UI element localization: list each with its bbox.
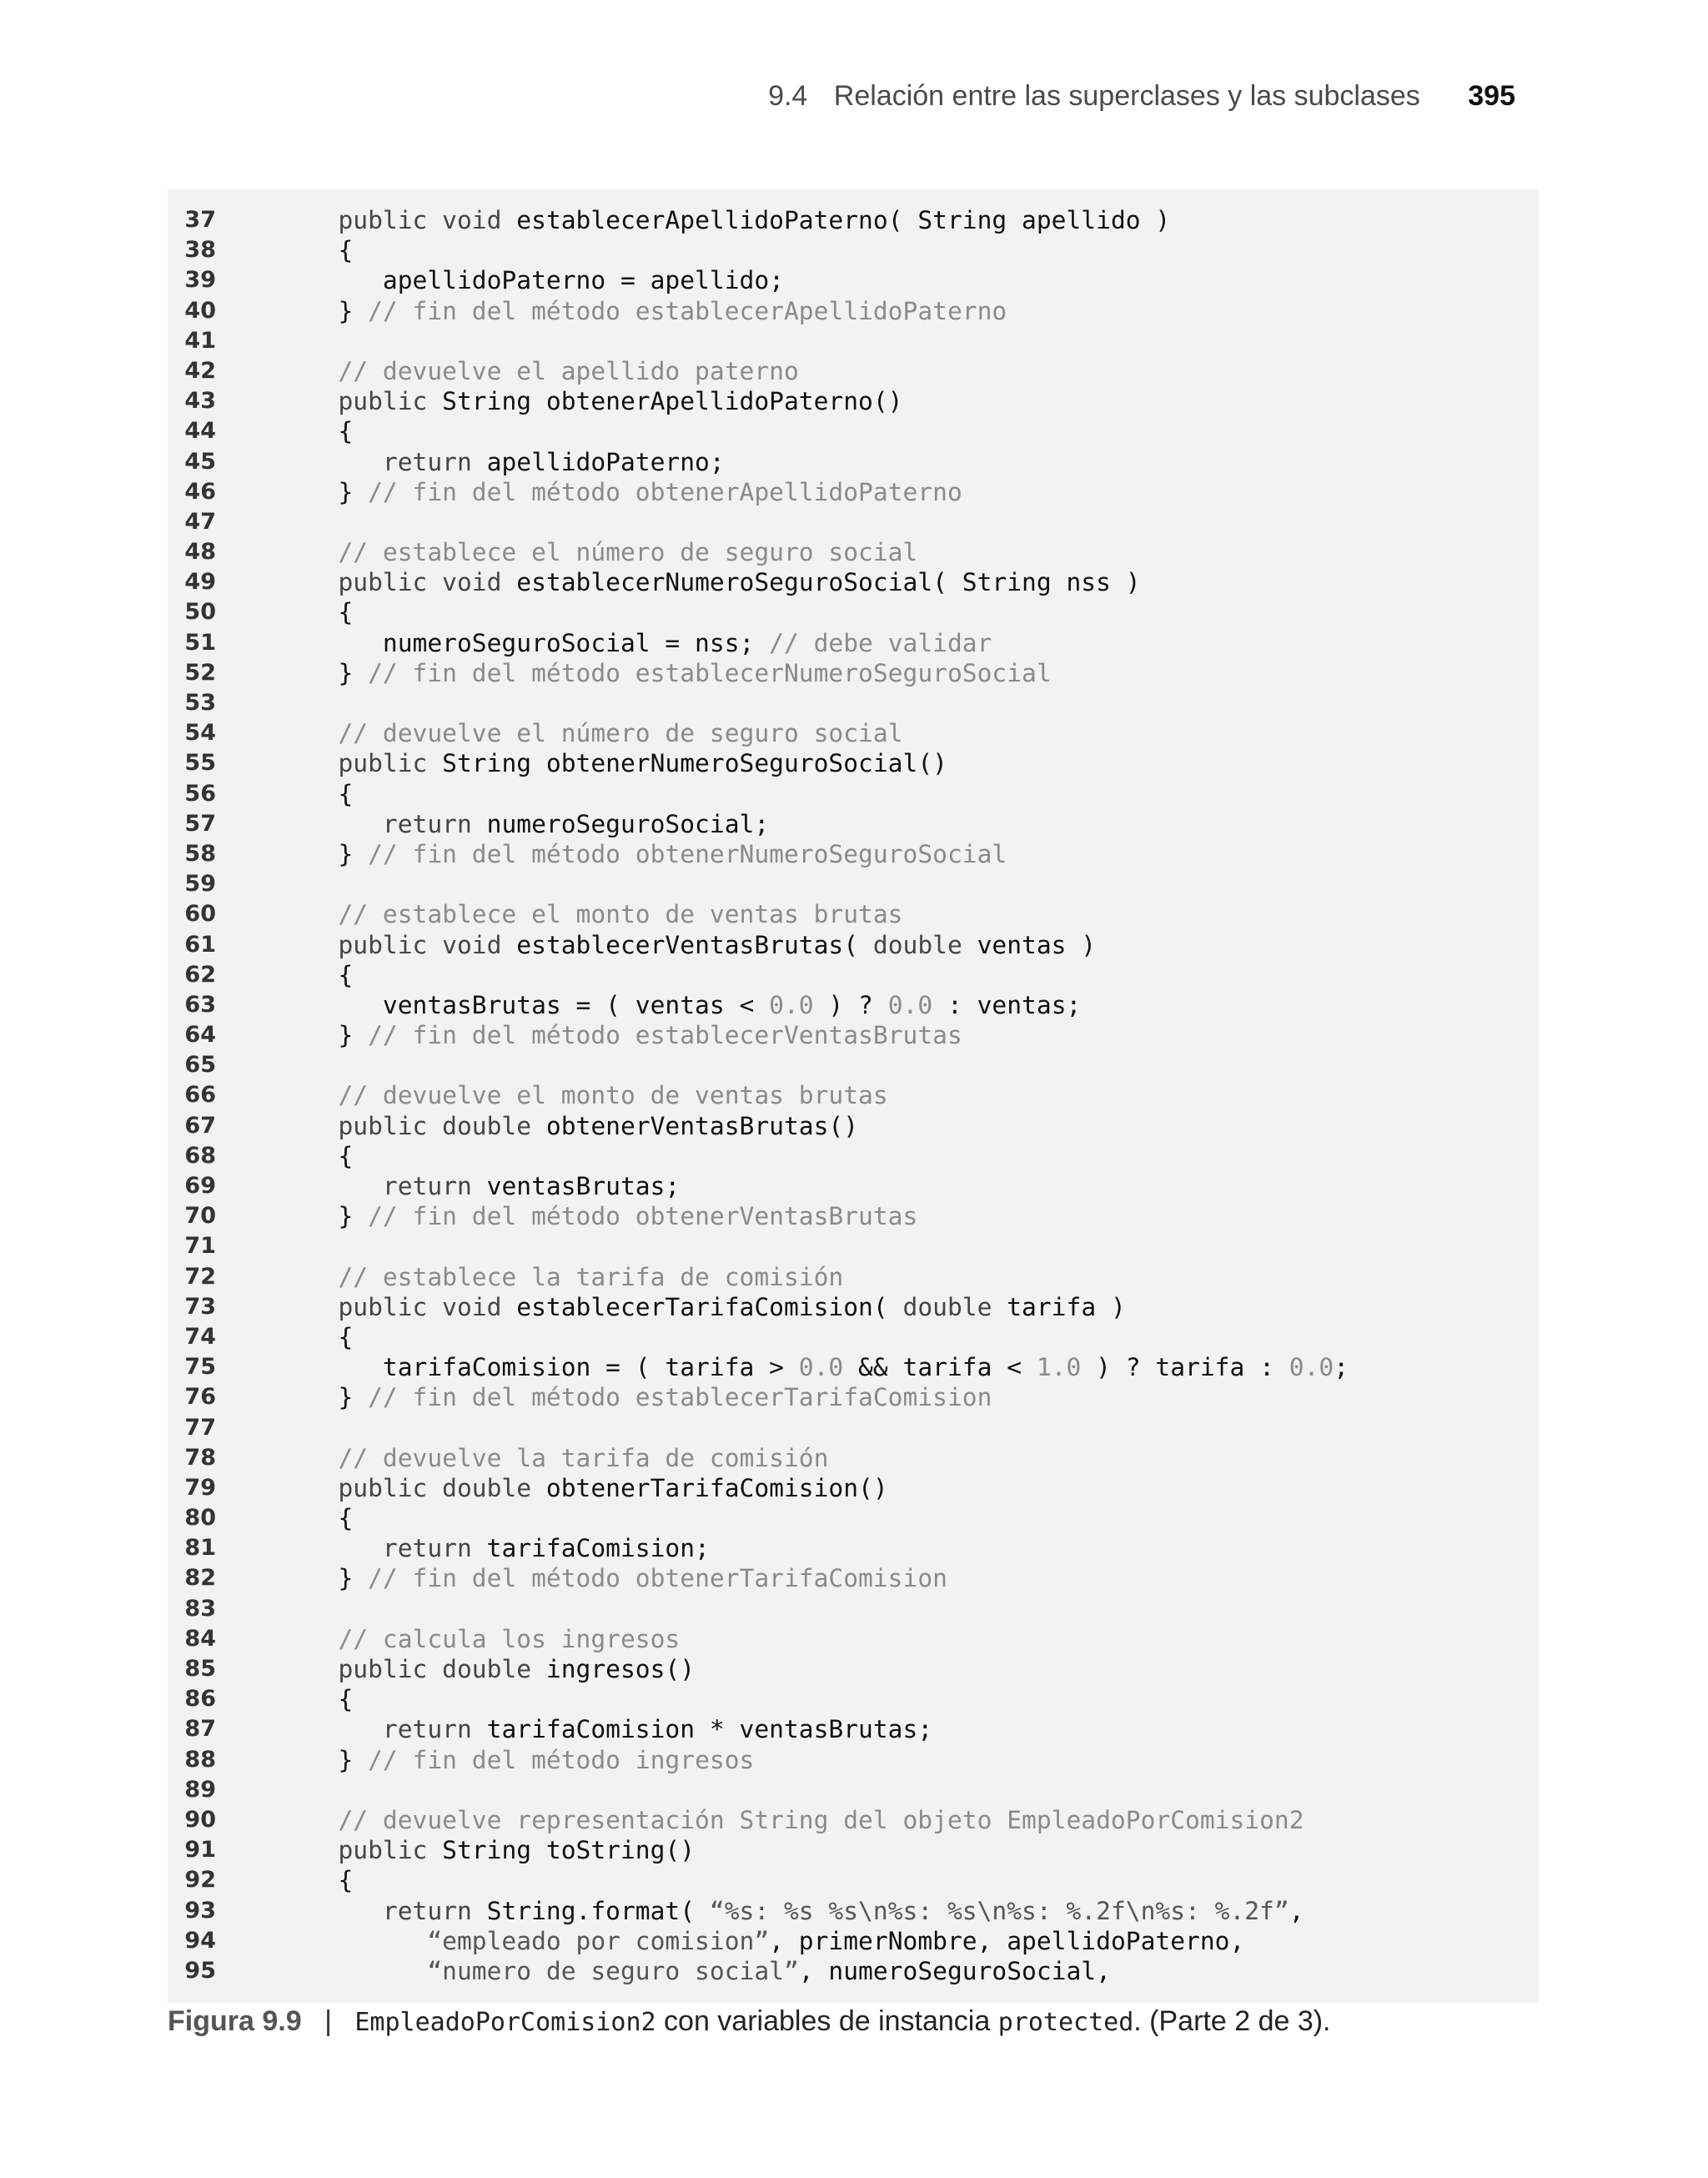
code-line (168, 507, 1539, 537)
line-number: 58 (184, 840, 216, 867)
code-line (168, 416, 1539, 446)
code-token: tarifaComision; (486, 1534, 710, 1563)
code-token: { (294, 1866, 354, 1895)
code-token: { (294, 1141, 354, 1170)
line-number: 92 (184, 1867, 216, 1894)
code-token: // devuelve la tarifa de comisión (294, 1443, 829, 1472)
code-token: // establece la tarifa de comisión (294, 1262, 844, 1291)
caption-text-end: . (Parte 2 de 3). (1133, 2005, 1331, 2037)
line-number: 45 (184, 448, 216, 475)
line-number: 85 (184, 1656, 216, 1682)
code-token: String.format( (486, 1896, 710, 1925)
line-code (294, 1141, 353, 1171)
line-number: 81 (184, 1535, 216, 1562)
line-number: 91 (184, 1837, 216, 1864)
line-number: 74 (184, 1323, 216, 1350)
code-token: } (294, 477, 369, 506)
code-token: return (294, 1715, 487, 1744)
line-code (294, 930, 1096, 960)
line-code (294, 839, 1007, 869)
code-token: // devuelve el monto de ventas brutas (294, 1081, 888, 1110)
line-number: 70 (184, 1203, 216, 1230)
code-token: establecerTarifaComision( (516, 1292, 903, 1321)
code-line (168, 1533, 1539, 1563)
code-line (168, 1292, 1539, 1322)
code-token: return (294, 1534, 487, 1563)
code-token: tarifaComision * ventasBrutas; (486, 1715, 933, 1744)
line-code (294, 779, 353, 809)
code-line (168, 1413, 1539, 1443)
code-token: // fin del método establecerNumeroSeguroSocial (368, 658, 1052, 687)
code-token: public (294, 749, 443, 778)
code-token: // fin del método obtenerTarifaComision (368, 1564, 947, 1593)
caption-text-middle: con variables de instancia (656, 2005, 998, 2037)
line-number: 52 (184, 659, 216, 686)
code-line (168, 1020, 1539, 1050)
line-code (294, 356, 799, 386)
code-line (168, 1473, 1539, 1503)
code-token: // fin del método obtenerNumeroSeguroSocial (368, 839, 1007, 868)
caption-class-name: EmpleadoPorComision2 (354, 2008, 656, 2037)
code-token: // debe validar (769, 628, 992, 657)
code-line (168, 930, 1539, 960)
code-line (168, 205, 1539, 235)
line-number: 57 (184, 810, 216, 837)
code-token: // fin del método ingresos (368, 1745, 755, 1774)
code-token: // establece el monto de ventas brutas (294, 900, 903, 929)
line-number: 41 (184, 327, 216, 354)
code-token: , primerNombre, apellidoPaterno, (769, 1926, 1245, 1955)
code-token: } (294, 1202, 369, 1231)
line-number: 46 (184, 478, 216, 505)
code-token: obtenerTarifaComision() (545, 1473, 888, 1502)
code-lines (168, 205, 1539, 1986)
line-code (294, 1111, 858, 1141)
line-number: 84 (184, 1625, 216, 1652)
line-code (294, 1805, 1304, 1835)
line-number: 82 (184, 1565, 216, 1592)
code-line (168, 235, 1539, 265)
line-code (294, 1684, 353, 1714)
code-token: // devuelve el número de seguro social (294, 719, 903, 748)
line-number: 61 (184, 931, 216, 958)
line-number: 75 (184, 1354, 216, 1381)
code-token: { (294, 1322, 354, 1351)
line-number: 95 (184, 1957, 216, 1984)
page-number: 395 (1468, 80, 1515, 112)
code-line (168, 1141, 1539, 1171)
line-number: 76 (184, 1384, 216, 1411)
line-number: 71 (184, 1233, 216, 1260)
line-code (294, 1563, 947, 1593)
code-token: , (1289, 1896, 1304, 1925)
line-code (294, 1382, 992, 1412)
line-code (294, 205, 1170, 235)
line-code (294, 718, 903, 748)
code-token: // fin del método establecerVentasBrutas (368, 1021, 962, 1050)
line-code (294, 1080, 888, 1110)
line-number: 88 (184, 1746, 216, 1773)
code-line (168, 960, 1539, 990)
code-token: { (294, 1504, 354, 1533)
code-token: ventas ) (977, 930, 1097, 959)
code-token: double (872, 930, 977, 959)
line-number: 72 (184, 1263, 216, 1290)
line-code (294, 1624, 680, 1654)
figure-label: Figura 9.9 (168, 2005, 302, 2037)
code-line (168, 1352, 1539, 1382)
line-number: 90 (184, 1806, 216, 1833)
line-number: 56 (184, 780, 216, 807)
code-token: establecerVentasBrutas( (516, 930, 873, 959)
section-title: Relación entre las superclases y las subclases (833, 80, 1420, 112)
code-line (168, 1805, 1539, 1835)
line-number: 44 (184, 418, 216, 445)
code-token: } (294, 658, 369, 687)
code-token: } (294, 1383, 369, 1412)
code-token: 0.0 (769, 990, 814, 1019)
code-token: apellidoPaterno = apellido; (294, 266, 784, 295)
code-line (168, 839, 1539, 869)
line-code (294, 1865, 353, 1895)
line-number: 65 (184, 1052, 216, 1079)
code-token: tarifa ) (1007, 1292, 1126, 1321)
code-line (168, 779, 1539, 809)
code-token: // fin del método establecerApellidoPaterno (368, 296, 1007, 325)
line-code (294, 1352, 1349, 1382)
code-line (168, 1231, 1539, 1261)
line-number: 40 (184, 297, 216, 324)
code-token: public void (294, 1292, 517, 1321)
code-line (168, 1201, 1539, 1231)
line-number: 37 (184, 207, 216, 233)
line-code (294, 748, 947, 778)
line-code (294, 416, 353, 446)
code-line (168, 537, 1539, 567)
line-number: 51 (184, 629, 216, 656)
code-token: ; (1334, 1353, 1349, 1382)
line-number: 50 (184, 599, 216, 626)
code-line (168, 628, 1539, 658)
code-token: public double (294, 1473, 546, 1502)
line-code (294, 899, 903, 929)
code-line (168, 296, 1539, 326)
line-number: 66 (184, 1082, 216, 1109)
code-token: } (294, 296, 369, 325)
code-token: { (294, 417, 354, 446)
line-number: 48 (184, 539, 216, 566)
code-token: ) ? tarifa : (1081, 1353, 1289, 1382)
code-token: } (294, 1021, 369, 1050)
code-line (168, 1080, 1539, 1110)
line-number: 60 (184, 901, 216, 928)
line-code (294, 477, 962, 507)
line-code (294, 628, 992, 658)
code-line (168, 1382, 1539, 1412)
code-token: && tarifa < (843, 1353, 1037, 1382)
code-line (168, 1563, 1539, 1593)
code-line (168, 386, 1539, 416)
code-token: ) ? (813, 990, 888, 1019)
code-line (168, 597, 1539, 627)
line-code (294, 1322, 353, 1352)
code-line (168, 718, 1539, 748)
code-line (168, 326, 1539, 356)
code-line (168, 1956, 1539, 1986)
code-token: “%s: %s %s\n%s: %s\n%s: %.2f\n%s: %.2f” (709, 1896, 1289, 1925)
line-number: 54 (184, 720, 216, 747)
code-token: “empleado por comision” (294, 1926, 770, 1955)
code-line (168, 1745, 1539, 1775)
line-code (294, 1292, 1126, 1322)
line-number: 77 (184, 1414, 216, 1441)
code-token: return (294, 809, 487, 838)
code-token: public void (294, 568, 517, 597)
line-number: 39 (184, 267, 216, 294)
code-token: numeroSeguroSocial = nss; (294, 628, 770, 657)
code-token: String toString() (442, 1836, 696, 1865)
code-token: // devuelve representación String del objeto EmpleadoPorComision2 (294, 1805, 1304, 1834)
line-number: 86 (184, 1686, 216, 1713)
code-line (168, 1624, 1539, 1654)
code-token: // calcula los ingresos (294, 1624, 681, 1653)
code-line (168, 869, 1539, 899)
code-token: ventasBrutas = ( ventas < (294, 990, 770, 1019)
line-code (294, 1745, 754, 1775)
line-number: 49 (184, 569, 216, 596)
code-line (168, 447, 1539, 477)
line-number: 73 (184, 1293, 216, 1320)
code-token: // establece el número de seguro social (294, 538, 918, 567)
code-token: return (294, 1172, 487, 1200)
code-line (168, 1262, 1539, 1292)
line-number: 62 (184, 961, 216, 988)
line-code (294, 265, 784, 295)
line-number: 87 (184, 1716, 216, 1743)
code-token: return (294, 1896, 487, 1925)
code-token: } (294, 1564, 369, 1593)
code-line (168, 1865, 1539, 1895)
code-token: String obtenerNumeroSeguroSocial() (442, 749, 947, 778)
line-number: 43 (184, 388, 216, 415)
line-number: 55 (184, 750, 216, 777)
line-number: 59 (184, 871, 216, 898)
code-token: 1.0 (1036, 1353, 1082, 1382)
code-token: { (294, 1685, 354, 1714)
line-number: 68 (184, 1142, 216, 1169)
line-code (294, 296, 1007, 326)
code-line (168, 356, 1539, 386)
code-line (168, 567, 1539, 597)
line-number: 64 (184, 1022, 216, 1049)
code-token: double (902, 1292, 1007, 1321)
line-code (294, 1262, 843, 1292)
code-line (168, 1594, 1539, 1624)
code-token: , numeroSeguroSocial, (798, 1956, 1111, 1985)
code-token: // fin del método obtenerVentasBrutas (368, 1202, 918, 1231)
running-header (768, 80, 1515, 113)
line-code (294, 658, 1052, 688)
section-number: 9.4 (768, 80, 808, 112)
code-token: { (294, 598, 354, 627)
code-token: String obtenerApellidoPaterno() (442, 387, 903, 416)
code-token: : ventas; (932, 990, 1082, 1019)
code-token: { (294, 779, 354, 808)
line-code (294, 1443, 828, 1473)
code-line (168, 1684, 1539, 1714)
code-line (168, 1503, 1539, 1533)
code-token: public void (294, 930, 517, 959)
code-line (168, 1654, 1539, 1684)
line-number: 89 (184, 1776, 216, 1803)
line-number: 78 (184, 1444, 216, 1471)
code-token: ventasBrutas; (486, 1172, 681, 1200)
line-code (294, 1654, 695, 1684)
code-token: { (294, 960, 354, 989)
code-token: public double (294, 1655, 546, 1683)
line-number: 42 (184, 357, 216, 384)
code-line (168, 658, 1539, 688)
code-line (168, 1322, 1539, 1352)
code-token: tarifaComision = ( tarifa > (294, 1353, 799, 1382)
code-token: public double (294, 1111, 546, 1140)
code-line (168, 1443, 1539, 1473)
code-token: public void (294, 206, 517, 234)
code-line (168, 1714, 1539, 1744)
code-token: ingresos() (545, 1655, 696, 1683)
line-code (294, 1503, 353, 1533)
line-code (294, 567, 1141, 597)
line-code (294, 1473, 888, 1503)
code-line (168, 477, 1539, 507)
code-line (168, 688, 1539, 718)
code-token: // fin del método establecerTarifaComision (368, 1383, 992, 1412)
caption-keyword: protected (997, 2008, 1134, 2037)
line-code (294, 537, 917, 567)
code-token: establecerApellidoPaterno( String apellido ) (516, 206, 1171, 234)
line-number: 79 (184, 1474, 216, 1501)
code-token: } (294, 1745, 369, 1774)
line-number: 67 (184, 1112, 216, 1139)
code-token: } (294, 839, 369, 868)
line-number: 94 (184, 1927, 216, 1954)
figure-caption (168, 2005, 1331, 2038)
code-line (168, 809, 1539, 839)
code-line (168, 748, 1539, 778)
line-code (294, 960, 353, 990)
line-number: 69 (184, 1173, 216, 1199)
code-line (168, 1926, 1539, 1956)
line-code (294, 990, 1081, 1020)
code-token: 0.0 (798, 1353, 844, 1382)
caption-separator: | (324, 2005, 332, 2037)
code-line (168, 1835, 1539, 1865)
line-number: 47 (184, 508, 216, 535)
code-line (168, 1050, 1539, 1080)
code-token: establecerNumeroSeguroSocial( String nss ) (516, 568, 1141, 597)
code-token: apellidoPaterno; (486, 447, 725, 476)
code-token: // devuelve el apellido paterno (294, 356, 799, 385)
code-token: public (294, 387, 443, 416)
line-number: 80 (184, 1505, 216, 1532)
line-code (294, 1171, 680, 1201)
code-listing (168, 189, 1539, 2003)
line-code (294, 1533, 710, 1563)
code-line (168, 1111, 1539, 1141)
line-number: 83 (184, 1595, 216, 1622)
line-code (294, 1835, 695, 1865)
code-token: { (294, 236, 354, 265)
line-code (294, 597, 353, 627)
line-number: 53 (184, 690, 216, 716)
line-code (294, 1926, 1244, 1956)
code-line (168, 1775, 1539, 1805)
code-line (168, 1896, 1539, 1926)
code-token: numeroSeguroSocial; (486, 809, 770, 838)
code-token: “numero de seguro social” (294, 1956, 799, 1985)
code-token: return (294, 447, 487, 476)
line-code (294, 1956, 1111, 1986)
line-code (294, 447, 725, 477)
line-code (294, 1896, 1304, 1926)
code-token: // fin del método obtenerApellidoPaterno (368, 477, 962, 506)
line-code (294, 1020, 962, 1050)
line-code (294, 809, 769, 839)
line-number: 63 (184, 991, 216, 1018)
line-code (294, 235, 353, 265)
code-token: obtenerVentasBrutas() (545, 1111, 859, 1140)
line-code (294, 386, 903, 416)
code-line (168, 899, 1539, 929)
code-token: 0.0 (1289, 1353, 1334, 1382)
line-code (294, 1714, 932, 1744)
code-token: public (294, 1836, 443, 1865)
line-number: 38 (184, 237, 216, 264)
code-line (168, 1171, 1539, 1201)
code-line (168, 265, 1539, 295)
code-token: 0.0 (887, 990, 933, 1019)
line-number: 93 (184, 1897, 216, 1924)
line-code (294, 1201, 917, 1231)
code-line (168, 990, 1539, 1020)
